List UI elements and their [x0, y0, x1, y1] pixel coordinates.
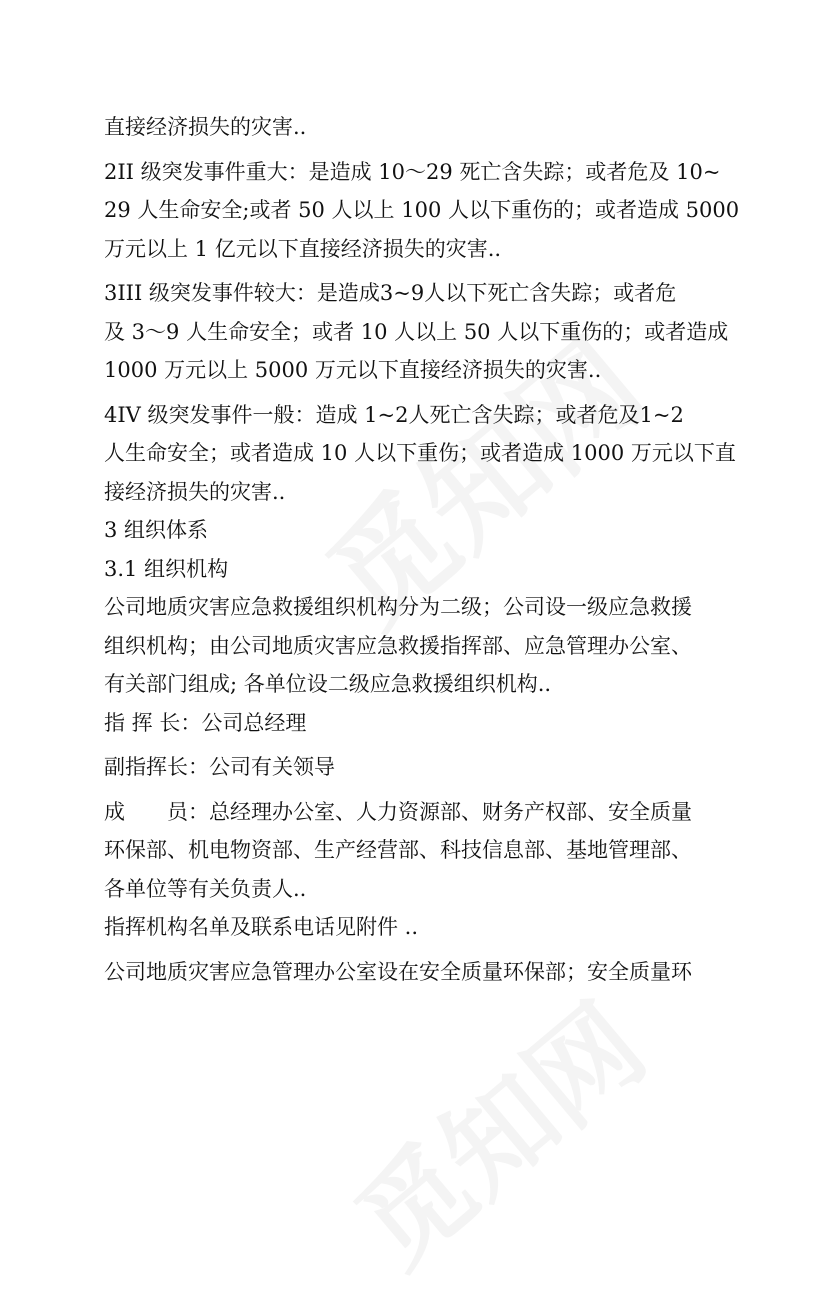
paragraph-office-location: [104, 953, 736, 992]
text-line: 29 人生命安全;或者 50 人以上 100 人以下重伤的；或者造成 5000: [104, 198, 740, 222]
role-deputy-commander: [104, 748, 736, 787]
text-line: 1000 万元以上 5000 万元以下直接经济损失的灾害..: [104, 358, 602, 382]
text-line: 公司地质灾害应急管理办公室设在安全质量环保部；安全质量环: [104, 959, 692, 984]
text-line: 人生命安全；或者造成 10 人以下重伤；或者造成 1000 万元以下直: [104, 441, 736, 465]
paragraph-organization-levels: [104, 588, 736, 704]
paragraph-level4-general: [104, 396, 736, 512]
subsection-heading-structure: [104, 550, 736, 589]
paragraph-loss-level1-end: [104, 108, 736, 147]
text-line: 有关部门组成; 各单位设二级应急救援组织机构..: [104, 672, 552, 696]
text-line: 环保部、机电物资部、生产经营部、科技信息部、基地管理部、: [104, 838, 692, 862]
text-line: 指 挥 长：公司总经理: [104, 710, 307, 735]
text-line: 4IV 级突发事件一般：造成 1~2人死亡含失踪；或者危及1~2: [104, 402, 684, 427]
subsection-title: 3.1 组织机构: [104, 556, 229, 581]
text-line: 副指挥长：公司有关领导: [104, 755, 335, 779]
text-line: 直接经济损失的灾害..: [104, 115, 307, 139]
role-members: [104, 793, 736, 909]
text-line: 万元以上 1 亿元以下直接经济损失的灾害..: [104, 236, 502, 261]
paragraph-level3-larger: [104, 274, 736, 390]
section-heading-organization: [104, 511, 736, 550]
paragraph-attachment-note: [104, 908, 736, 947]
text-line: 3III 级突发事件较大：是造成3~9人以下死亡含失踪；或者危: [104, 281, 677, 305]
text-line: 各单位等有关负责人..: [104, 876, 307, 901]
text-line: 及 3～9 人生命安全；或者 10 人以上 50 人以下重伤的；或者造成: [104, 319, 729, 344]
text-line: 接经济损失的灾害..: [104, 479, 286, 504]
document-body: [104, 108, 740, 991]
text-line: 公司地质灾害应急救援组织机构分为二级；公司设一级应急救援: [104, 595, 692, 619]
text-line: 指挥机构名单及联系电话见附件 ..: [104, 915, 419, 939]
section-title: 3 组织体系: [104, 518, 209, 542]
paragraph-level2-major: [104, 153, 740, 269]
text-line: 2II 级突发事件重大：是造成 10～29 死亡含失踪；或者危及 10~: [104, 159, 721, 184]
role-commander: [104, 704, 736, 743]
watermark-bottom: [318, 962, 672, 1295]
text-line: 组织机构；由公司地质灾害应急救援指挥部、应急管理办公室、: [104, 633, 692, 658]
text-line: 成 员：总经理办公室、人力资源部、财务产权部、安全质量: [104, 799, 692, 824]
